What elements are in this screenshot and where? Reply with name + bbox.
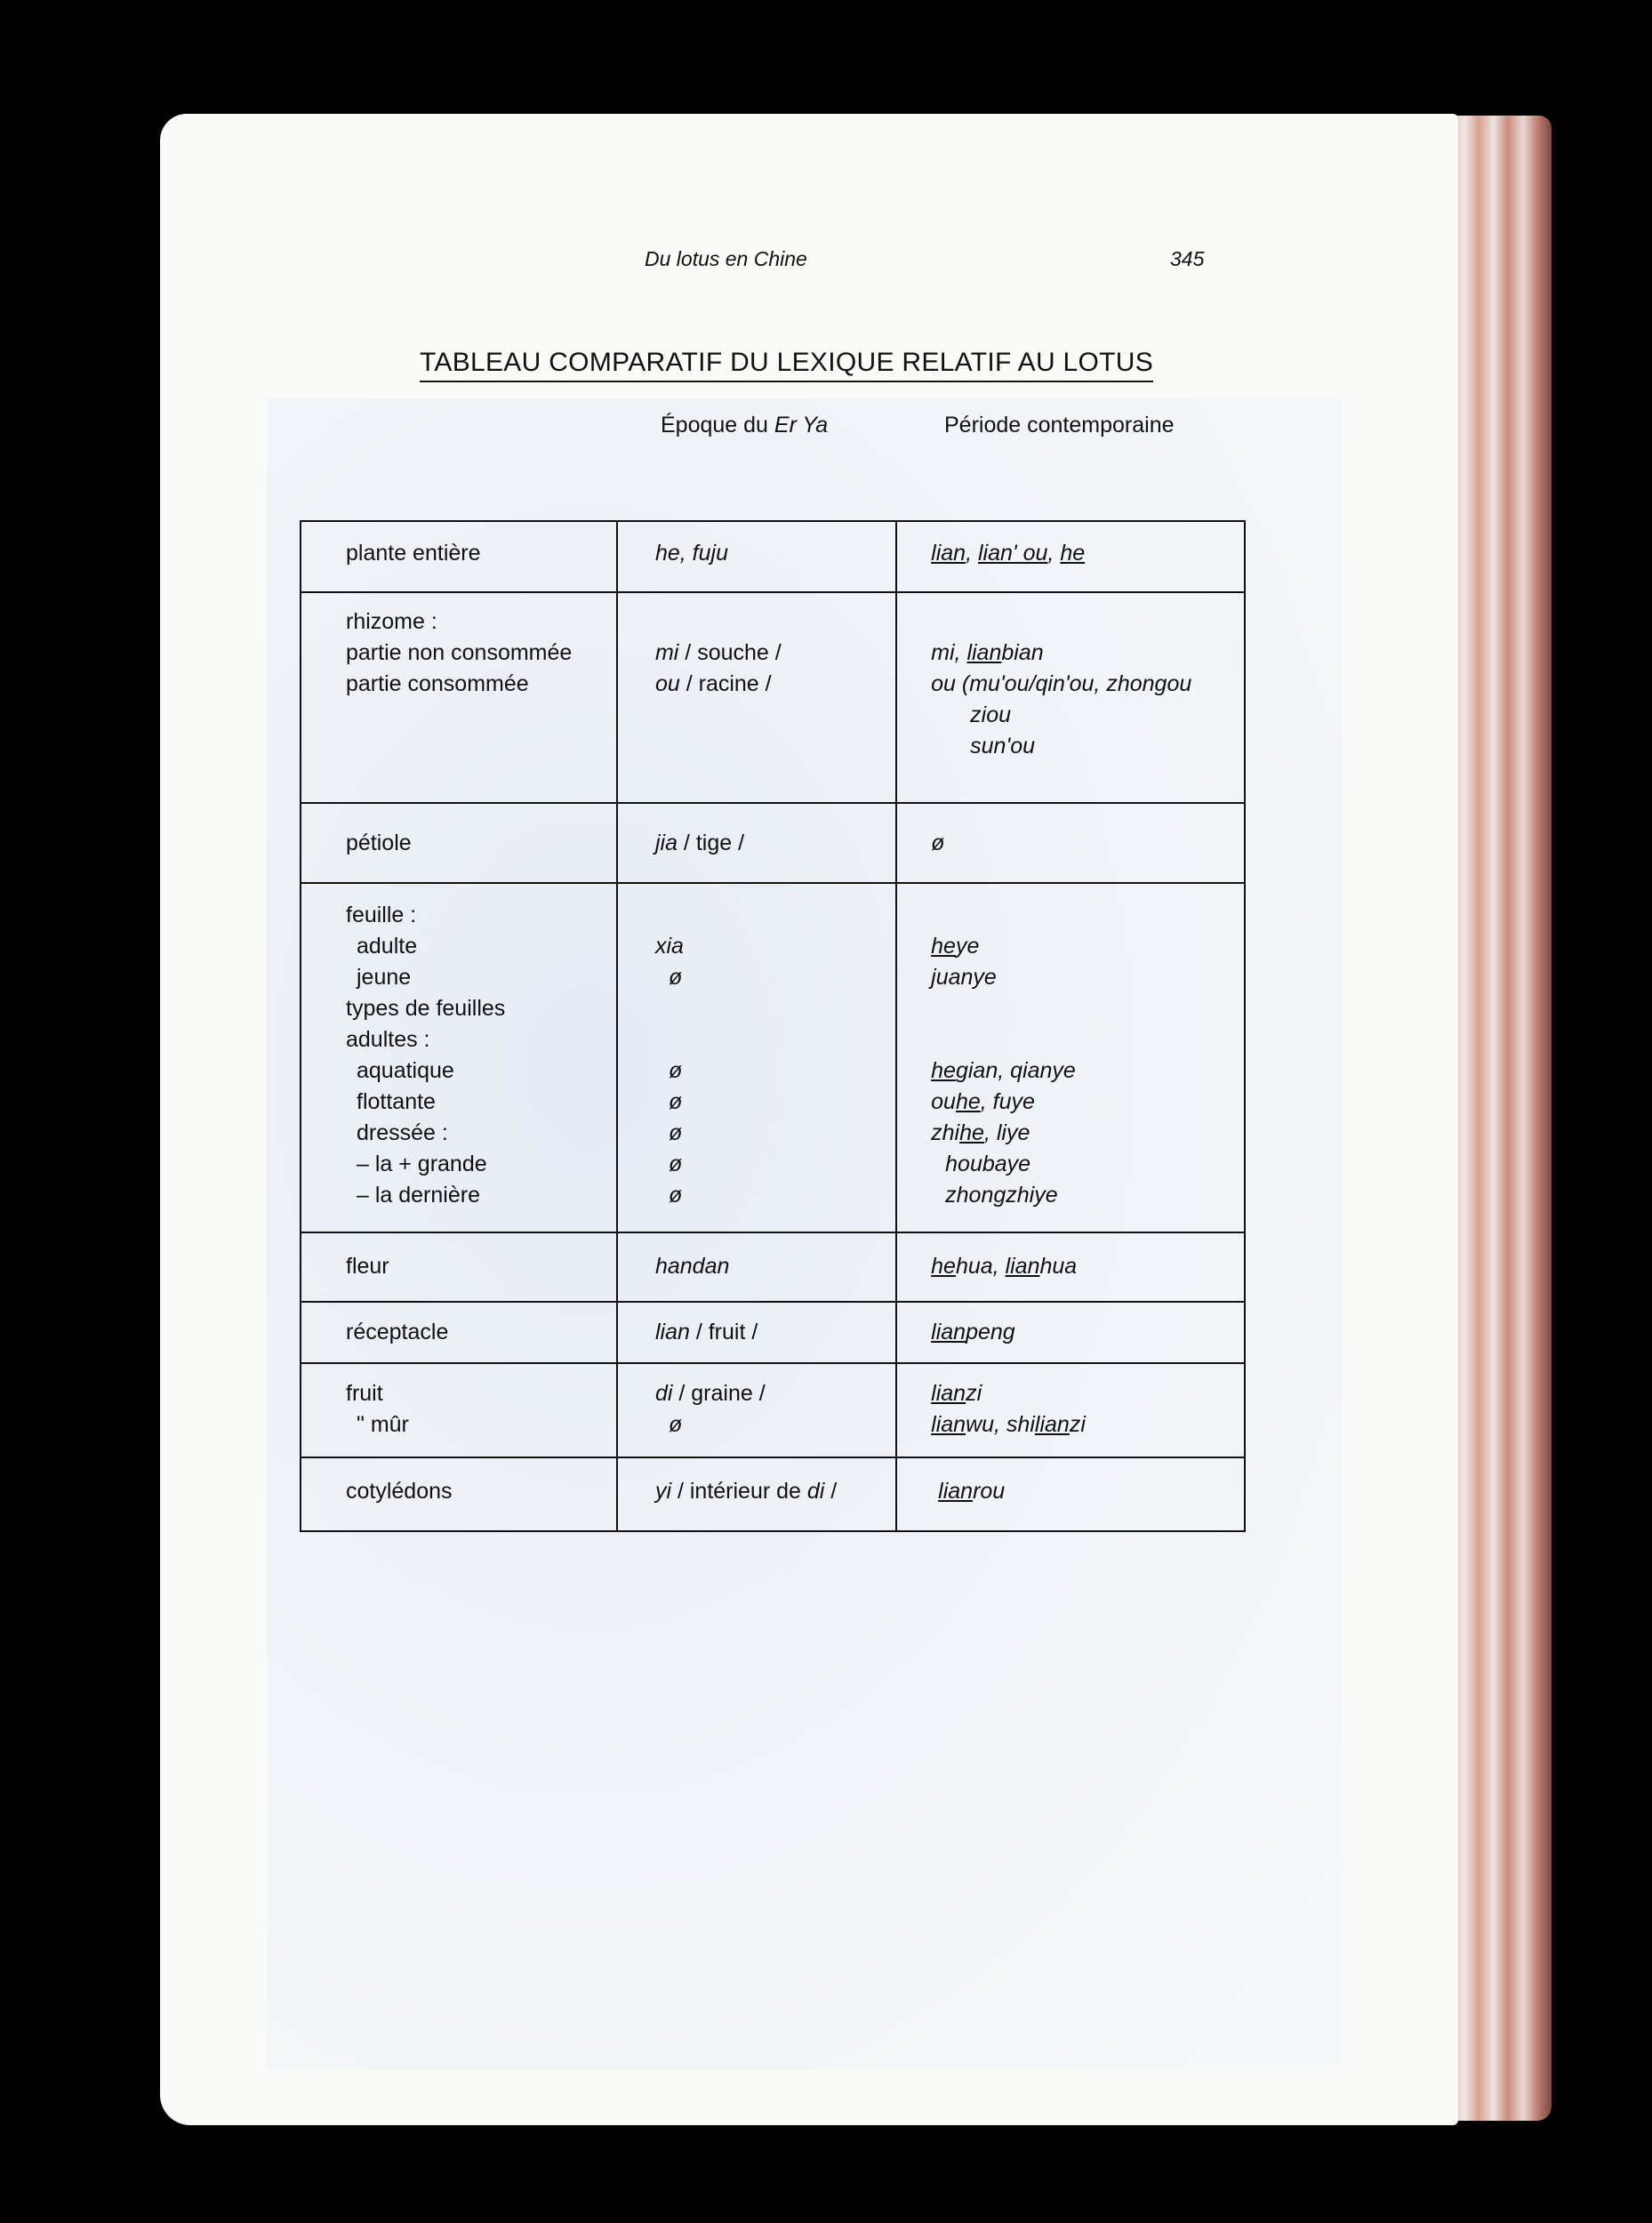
term-types-feuilles: types de feuilles — [346, 996, 506, 1021]
term-fleur: fleur — [346, 1254, 389, 1279]
modern-fleur: hehua, lianhua — [931, 1254, 1078, 1279]
modern-dressee: zhihe, liye — [931, 1120, 1030, 1145]
modern-fruit: lianzi — [931, 1381, 982, 1406]
modern-derniere: zhongzhiye — [945, 1183, 1058, 1208]
modern-plante-sep1: , — [966, 541, 978, 566]
erya-plus-grande: ø — [668, 1152, 683, 1176]
column-header-erya-prefix: Époque du — [661, 413, 768, 437]
term-partie-consommee: partie consommée — [346, 671, 529, 696]
modern-fruit-mur: lianwu, shilianzi — [931, 1412, 1086, 1437]
erya-jeune: ø — [668, 965, 683, 990]
table-row — [301, 1363, 1245, 1457]
term-plus-grande: – la + grande — [357, 1152, 487, 1176]
erya-aquatique: ø — [668, 1058, 683, 1083]
running-title: Du lotus en Chine — [645, 247, 807, 270]
term-feuille: feuille : — [346, 903, 417, 927]
column-header-erya-title: Er Ya — [774, 413, 829, 437]
erya-fruit: di / graine / — [654, 1381, 766, 1406]
modern-plante-b: lian' ou — [977, 541, 1048, 566]
term-cotyledons: cotylédons — [346, 1479, 453, 1504]
page-number: 345 — [1170, 247, 1205, 270]
erya-dressee: ø — [668, 1120, 683, 1145]
erya-derniere: ø — [668, 1183, 683, 1208]
modern-plus-grande: houbaye — [945, 1152, 1031, 1176]
term-partie-non-consommee: partie non consommée — [346, 640, 573, 665]
table-row — [301, 883, 1245, 1232]
erya-adulte: xia — [654, 934, 684, 959]
term-aquatique: aquatique — [357, 1058, 454, 1083]
term-fruit: fruit — [346, 1381, 383, 1406]
erya-petiole: jia / tige / — [654, 831, 745, 855]
term-derniere: – la dernière — [357, 1183, 480, 1208]
erya-receptacle: lian / fruit / — [654, 1320, 758, 1344]
term-receptacle: réceptacle — [346, 1320, 449, 1344]
modern-petiole: ø — [931, 831, 945, 855]
modern-receptacle: lianpeng — [931, 1320, 1015, 1344]
modern-rhizome-1: mi, lianbian — [931, 640, 1044, 665]
table-row — [301, 1457, 1245, 1531]
erya-flottante: ø — [668, 1089, 683, 1114]
table-row — [301, 592, 1245, 803]
table-title: TABLEAU COMPARATIF DU LEXIQUE RELATIF AU LOTUS — [420, 348, 1153, 382]
lexicon-table — [300, 520, 1246, 1532]
modern-flottante: ouhe, fuye — [931, 1089, 1035, 1114]
erya-fleur: handan — [654, 1254, 730, 1279]
term-flottante: flottante — [357, 1089, 436, 1114]
modern-plante-a: lian — [931, 541, 966, 566]
term-fruit-mur: " mûr — [357, 1412, 409, 1437]
modern-plante — [931, 538, 1244, 569]
table-row — [301, 803, 1245, 883]
modern-cotyledons: lianrou — [938, 1479, 1006, 1504]
erya-fruit-mur: ø — [668, 1412, 683, 1437]
modern-aquatique: hegian, qianye — [931, 1058, 1076, 1083]
modern-rhizome-3: ziou — [970, 702, 1012, 727]
erya-plante: he, fuju — [654, 541, 728, 566]
modern-plante-c: he — [1060, 541, 1086, 566]
term-petiole: pétiole — [346, 831, 412, 855]
term-adultes: adultes : — [346, 1027, 430, 1052]
erya-cotyledons: yi / intérieur de di / — [654, 1479, 838, 1504]
erya-rhizome-1: mi / souche / — [654, 640, 782, 665]
erya-rhizome-2: ou / racine / — [654, 671, 772, 696]
modern-jeune: juanye — [931, 965, 997, 990]
term-jeune: jeune — [357, 965, 412, 990]
column-header-erya — [661, 413, 828, 438]
modern-plante-sep2: , — [1047, 541, 1061, 566]
table-row — [301, 1232, 1245, 1302]
modern-rhizome-4: sun'ou — [970, 734, 1036, 758]
column-header-contemporary: Période contemporaine — [944, 413, 1175, 437]
table-row — [301, 521, 1245, 592]
term-rhizome: rhizome : — [346, 609, 437, 634]
modern-rhizome-2: ou (mu'ou/qin'ou, zhongou — [931, 671, 1192, 696]
term-adulte: adulte — [357, 934, 418, 959]
term-plante-entiere: plante entière — [346, 541, 481, 566]
modern-adulte: heye — [931, 934, 980, 959]
table-row — [301, 1302, 1245, 1363]
book-page — [160, 114, 1458, 2125]
term-dressee: dressée : — [357, 1120, 448, 1145]
